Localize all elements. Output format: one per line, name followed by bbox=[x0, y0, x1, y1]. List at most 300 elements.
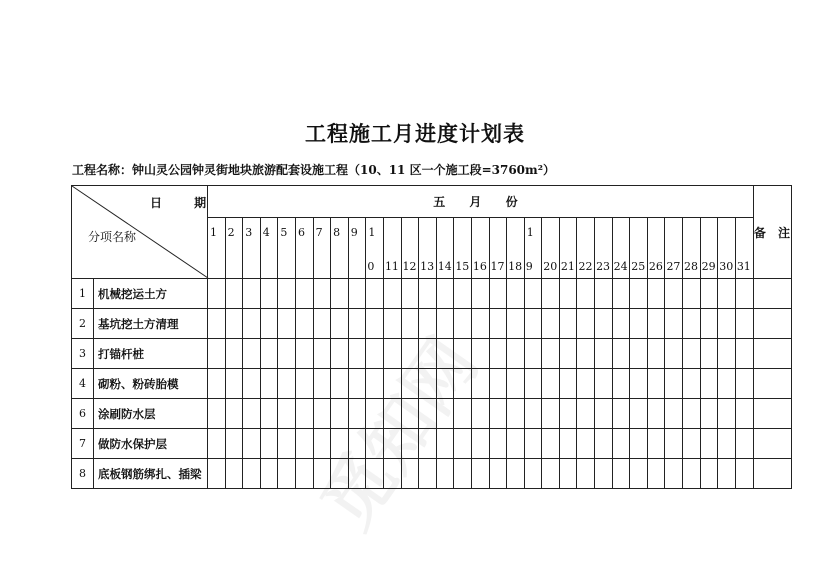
schedule-cell bbox=[542, 399, 560, 429]
schedule-cell bbox=[612, 369, 630, 399]
schedule-cell bbox=[524, 279, 542, 309]
schedule-cell bbox=[524, 309, 542, 339]
schedule-cell bbox=[419, 279, 437, 309]
schedule-cell bbox=[278, 339, 296, 369]
schedule-cell bbox=[260, 279, 278, 309]
schedule-cell bbox=[454, 369, 472, 399]
day-header bbox=[295, 218, 313, 279]
schedule-cell bbox=[718, 309, 736, 339]
schedule-cell bbox=[383, 459, 401, 489]
schedule-cell bbox=[383, 399, 401, 429]
day-number-bottom: 14 bbox=[437, 260, 452, 273]
schedule-cell bbox=[507, 399, 525, 429]
day-header bbox=[366, 218, 384, 279]
schedule-cell bbox=[577, 279, 595, 309]
schedule-cell bbox=[366, 399, 384, 429]
schedule-cell bbox=[331, 399, 349, 429]
schedule-cell bbox=[559, 399, 577, 429]
schedule-cell bbox=[401, 339, 419, 369]
schedule-cell bbox=[665, 429, 683, 459]
table-row bbox=[72, 459, 792, 489]
day-header bbox=[542, 218, 560, 279]
schedule-cell bbox=[700, 369, 718, 399]
schedule-cell bbox=[524, 339, 542, 369]
day-number-bottom: 17 bbox=[490, 260, 505, 273]
schedule-cell bbox=[313, 369, 331, 399]
schedule-cell bbox=[683, 339, 701, 369]
schedule-cell bbox=[348, 309, 366, 339]
day-header bbox=[700, 218, 718, 279]
schedule-cell bbox=[471, 339, 489, 369]
schedule-cell bbox=[225, 309, 243, 339]
task-name: 机械挖运土方 bbox=[94, 279, 208, 309]
schedule-cell bbox=[489, 369, 507, 399]
schedule-cell bbox=[419, 369, 437, 399]
schedule-cell bbox=[348, 339, 366, 369]
schedule-cell bbox=[454, 279, 472, 309]
schedule-cell bbox=[225, 279, 243, 309]
day-number-bottom: 13 bbox=[420, 260, 435, 273]
schedule-cell bbox=[489, 309, 507, 339]
schedule-cell bbox=[295, 399, 313, 429]
schedule-cell bbox=[454, 339, 472, 369]
schedule-cell bbox=[278, 429, 296, 459]
page-title: 工程施工月进度计划表 bbox=[305, 121, 525, 146]
schedule-cell bbox=[630, 369, 648, 399]
schedule-cell bbox=[436, 369, 454, 399]
task-number: 1 bbox=[72, 279, 94, 309]
schedule-cell bbox=[647, 279, 665, 309]
schedule-cell bbox=[243, 369, 261, 399]
day-number-bottom: 23 bbox=[596, 260, 611, 273]
schedule-cell bbox=[419, 339, 437, 369]
day-number-bottom: 26 bbox=[648, 260, 663, 273]
schedule-cell bbox=[331, 369, 349, 399]
schedule-cell bbox=[208, 459, 226, 489]
task-name: 涂刷防水层 bbox=[94, 399, 208, 429]
schedule-cell bbox=[507, 279, 525, 309]
schedule-cell bbox=[366, 459, 384, 489]
remarks-header: 备 注 bbox=[753, 186, 791, 279]
day-number-bottom: 27 bbox=[666, 260, 681, 273]
day-number-top: 1 bbox=[368, 226, 376, 239]
schedule-cell bbox=[577, 339, 595, 369]
schedule-cell bbox=[260, 399, 278, 429]
schedule-cell bbox=[595, 369, 613, 399]
schedule-cell bbox=[295, 279, 313, 309]
day-header bbox=[331, 218, 349, 279]
schedule-cell bbox=[683, 459, 701, 489]
day-header bbox=[383, 218, 401, 279]
schedule-cell bbox=[647, 369, 665, 399]
schedule-cell bbox=[595, 429, 613, 459]
schedule-cell bbox=[313, 309, 331, 339]
day-number-bottom: 29 bbox=[701, 260, 716, 273]
day-header bbox=[683, 218, 701, 279]
schedule-cell bbox=[577, 429, 595, 459]
task-name: 底板钢筋绑扎、插梁 bbox=[94, 459, 208, 489]
day-number-top: 6 bbox=[297, 226, 305, 239]
schedule-cell bbox=[665, 459, 683, 489]
schedule-cell bbox=[260, 459, 278, 489]
schedule-cell bbox=[700, 339, 718, 369]
schedule-cell bbox=[348, 399, 366, 429]
schedule-cell bbox=[718, 369, 736, 399]
schedule-cell bbox=[683, 429, 701, 459]
schedule-cell bbox=[348, 459, 366, 489]
schedule-cell bbox=[208, 429, 226, 459]
schedule-cell bbox=[366, 369, 384, 399]
schedule-cell bbox=[401, 279, 419, 309]
schedule-cell bbox=[295, 459, 313, 489]
schedule-cell bbox=[507, 339, 525, 369]
task-number: 6 bbox=[72, 399, 94, 429]
schedule-cell bbox=[419, 429, 437, 459]
schedule-cell bbox=[295, 369, 313, 399]
schedule-cell bbox=[595, 309, 613, 339]
schedule-cell bbox=[208, 279, 226, 309]
schedule-cell bbox=[524, 459, 542, 489]
schedule-cell bbox=[348, 429, 366, 459]
schedule-cell bbox=[331, 459, 349, 489]
schedule-cell bbox=[348, 279, 366, 309]
task-name: 做防水保护层 bbox=[94, 429, 208, 459]
day-header bbox=[507, 218, 525, 279]
day-header bbox=[559, 218, 577, 279]
schedule-cell bbox=[383, 429, 401, 459]
day-header bbox=[208, 218, 226, 279]
schedule-cell bbox=[313, 279, 331, 309]
schedule-cell bbox=[559, 279, 577, 309]
schedule-cell bbox=[383, 369, 401, 399]
schedule-cell bbox=[471, 369, 489, 399]
schedule-cell bbox=[735, 459, 753, 489]
schedule-cell bbox=[630, 309, 648, 339]
schedule-cell bbox=[665, 369, 683, 399]
schedule-cell bbox=[542, 459, 560, 489]
schedule-cell bbox=[278, 459, 296, 489]
schedule-cell bbox=[559, 459, 577, 489]
schedule-cell bbox=[700, 399, 718, 429]
schedule-cell bbox=[278, 399, 296, 429]
task-number: 4 bbox=[72, 369, 94, 399]
schedule-cell bbox=[454, 399, 472, 429]
schedule-cell bbox=[718, 399, 736, 429]
day-number-bottom: 25 bbox=[631, 260, 646, 273]
schedule-cell bbox=[313, 429, 331, 459]
task-number: 7 bbox=[72, 429, 94, 459]
day-number-top: 8 bbox=[333, 226, 341, 239]
day-header bbox=[348, 218, 366, 279]
schedule-cell bbox=[595, 459, 613, 489]
schedule-cell bbox=[507, 309, 525, 339]
schedule-cell bbox=[735, 279, 753, 309]
day-header bbox=[471, 218, 489, 279]
day-number-bottom: 24 bbox=[613, 260, 628, 273]
day-number-bottom: 15 bbox=[455, 260, 470, 273]
task-number: 3 bbox=[72, 339, 94, 369]
schedule-cell bbox=[665, 339, 683, 369]
schedule-cell bbox=[243, 429, 261, 459]
day-header bbox=[595, 218, 613, 279]
schedule-cell bbox=[700, 279, 718, 309]
schedule-cell bbox=[595, 339, 613, 369]
day-header bbox=[630, 218, 648, 279]
schedule-cell bbox=[383, 279, 401, 309]
schedule-cell bbox=[683, 309, 701, 339]
schedule-cell bbox=[507, 429, 525, 459]
task-number: 8 bbox=[72, 459, 94, 489]
schedule-cell bbox=[577, 309, 595, 339]
schedule-cell bbox=[524, 429, 542, 459]
schedule-cell bbox=[559, 339, 577, 369]
schedule-cell bbox=[295, 339, 313, 369]
schedule-cell bbox=[225, 429, 243, 459]
day-header bbox=[489, 218, 507, 279]
schedule-cell bbox=[208, 309, 226, 339]
schedule-cell bbox=[718, 459, 736, 489]
schedule-cell bbox=[278, 369, 296, 399]
schedule-cell bbox=[612, 459, 630, 489]
day-number-bottom: 16 bbox=[472, 260, 487, 273]
schedule-cell bbox=[366, 339, 384, 369]
schedule-cell bbox=[700, 309, 718, 339]
schedule-cell bbox=[348, 369, 366, 399]
schedule-cell bbox=[489, 279, 507, 309]
day-header bbox=[401, 218, 419, 279]
schedule-cell bbox=[471, 399, 489, 429]
schedule-cell bbox=[489, 399, 507, 429]
schedule-cell bbox=[225, 369, 243, 399]
schedule-cell bbox=[612, 429, 630, 459]
schedule-cell bbox=[331, 339, 349, 369]
schedule-cell bbox=[243, 309, 261, 339]
day-header bbox=[419, 218, 437, 279]
schedule-cell bbox=[612, 339, 630, 369]
schedule-cell bbox=[489, 429, 507, 459]
schedule-cell bbox=[366, 429, 384, 459]
day-number-bottom: 20 bbox=[543, 260, 558, 273]
remarks-cell bbox=[753, 309, 791, 339]
schedule-cell bbox=[559, 429, 577, 459]
schedule-cell bbox=[630, 279, 648, 309]
schedule-cell bbox=[577, 369, 595, 399]
schedule-cell bbox=[559, 369, 577, 399]
day-number-top: 1 bbox=[526, 226, 534, 239]
remarks-cell bbox=[753, 459, 791, 489]
schedule-cell bbox=[735, 429, 753, 459]
schedule-cell bbox=[295, 309, 313, 339]
remarks-cell bbox=[753, 339, 791, 369]
schedule-cell bbox=[507, 459, 525, 489]
schedule-cell bbox=[630, 429, 648, 459]
day-number-bottom: 30 bbox=[719, 260, 734, 273]
day-header bbox=[735, 218, 753, 279]
schedule-cell bbox=[208, 339, 226, 369]
day-header bbox=[718, 218, 736, 279]
remarks-cell bbox=[753, 369, 791, 399]
day-number-bottom: 18 bbox=[508, 260, 523, 273]
schedule-cell bbox=[260, 369, 278, 399]
schedule-cell bbox=[735, 309, 753, 339]
schedule-cell bbox=[612, 399, 630, 429]
schedule-cell bbox=[630, 459, 648, 489]
schedule-cell bbox=[471, 429, 489, 459]
schedule-cell bbox=[577, 399, 595, 429]
schedule-cell bbox=[260, 309, 278, 339]
schedule-cell bbox=[454, 459, 472, 489]
schedule-cell bbox=[665, 279, 683, 309]
schedule-cell bbox=[295, 429, 313, 459]
schedule-cell bbox=[366, 309, 384, 339]
day-header bbox=[577, 218, 595, 279]
task-name: 打锚杆桩 bbox=[94, 339, 208, 369]
schedule-cell bbox=[542, 369, 560, 399]
schedule-cell bbox=[665, 399, 683, 429]
remarks-cell bbox=[753, 429, 791, 459]
day-header bbox=[612, 218, 630, 279]
schedule-cell bbox=[612, 279, 630, 309]
schedule-cell bbox=[577, 459, 595, 489]
schedule-cell bbox=[718, 279, 736, 309]
day-number-bottom: 22 bbox=[578, 260, 593, 273]
schedule-cell bbox=[401, 459, 419, 489]
schedule-cell bbox=[260, 429, 278, 459]
schedule-cell bbox=[542, 429, 560, 459]
schedule-cell bbox=[718, 339, 736, 369]
schedule-cell bbox=[401, 399, 419, 429]
schedule-cell bbox=[436, 429, 454, 459]
task-number: 2 bbox=[72, 309, 94, 339]
schedule-cell bbox=[225, 339, 243, 369]
day-header bbox=[524, 218, 542, 279]
schedule-cell bbox=[454, 429, 472, 459]
schedule-cell bbox=[419, 309, 437, 339]
schedule-cell bbox=[647, 339, 665, 369]
table-row bbox=[72, 399, 792, 429]
table-row bbox=[72, 369, 792, 399]
schedule-cell bbox=[436, 339, 454, 369]
schedule-cell bbox=[683, 279, 701, 309]
item-header: 分项名称 bbox=[88, 230, 137, 244]
schedule-cell bbox=[542, 279, 560, 309]
schedule-cell bbox=[471, 459, 489, 489]
schedule-cell bbox=[542, 309, 560, 339]
day-header bbox=[225, 218, 243, 279]
schedule-cell bbox=[401, 369, 419, 399]
schedule-cell bbox=[313, 399, 331, 429]
day-number-top: 2 bbox=[227, 226, 235, 239]
schedule-cell bbox=[436, 459, 454, 489]
schedule-cell bbox=[401, 309, 419, 339]
schedule-cell bbox=[313, 459, 331, 489]
day-number-top: 7 bbox=[315, 226, 323, 239]
schedule-cell bbox=[436, 279, 454, 309]
schedule-cell bbox=[489, 339, 507, 369]
schedule-cell bbox=[665, 309, 683, 339]
schedule-cell bbox=[735, 399, 753, 429]
watermark: 觅知网 bbox=[305, 324, 494, 544]
schedule-cell bbox=[331, 309, 349, 339]
schedule-cell bbox=[683, 399, 701, 429]
schedule-cell bbox=[313, 339, 331, 369]
schedule-cell bbox=[436, 399, 454, 429]
day-header bbox=[260, 218, 278, 279]
schedule-cell bbox=[243, 399, 261, 429]
day-header bbox=[454, 218, 472, 279]
schedule-cell bbox=[383, 309, 401, 339]
schedule-cell bbox=[383, 339, 401, 369]
schedule-cell bbox=[471, 279, 489, 309]
day-header bbox=[278, 218, 296, 279]
schedule-cell bbox=[683, 369, 701, 399]
header-corner-cell bbox=[72, 186, 221, 279]
task-name: 砌粉、粉砖胎模 bbox=[94, 369, 208, 399]
day-header bbox=[665, 218, 683, 279]
schedule-cell bbox=[647, 429, 665, 459]
schedule-cell bbox=[735, 369, 753, 399]
schedule-cell bbox=[225, 399, 243, 429]
schedule-cell bbox=[471, 309, 489, 339]
schedule-cell bbox=[700, 459, 718, 489]
schedule-cell bbox=[331, 429, 349, 459]
schedule-table bbox=[71, 185, 795, 489]
schedule-cell bbox=[454, 309, 472, 339]
day-header bbox=[313, 218, 331, 279]
schedule-cell bbox=[243, 339, 261, 369]
schedule-cell bbox=[366, 279, 384, 309]
day-number-bottom: 31 bbox=[736, 260, 751, 273]
day-number-top: 4 bbox=[262, 226, 270, 239]
day-number-bottom: 12 bbox=[402, 260, 417, 273]
schedule-cell bbox=[436, 309, 454, 339]
day-number-bottom: 21 bbox=[560, 260, 575, 273]
schedule-cell bbox=[612, 309, 630, 339]
schedule-cell bbox=[208, 399, 226, 429]
schedule-cell bbox=[331, 279, 349, 309]
schedule-cell bbox=[507, 369, 525, 399]
day-number-top: 9 bbox=[350, 226, 358, 239]
day-header bbox=[647, 218, 665, 279]
schedule-cell bbox=[647, 309, 665, 339]
schedule-cell bbox=[559, 309, 577, 339]
schedule-cell bbox=[489, 459, 507, 489]
schedule-cell bbox=[208, 369, 226, 399]
day-number-bottom: 0 bbox=[367, 260, 375, 273]
day-number-bottom: 11 bbox=[384, 260, 399, 273]
schedule-cell bbox=[718, 429, 736, 459]
schedule-cell bbox=[278, 279, 296, 309]
schedule-cell bbox=[243, 279, 261, 309]
day-header bbox=[436, 218, 454, 279]
day-number-bottom: 9 bbox=[525, 260, 533, 273]
schedule-cell bbox=[401, 429, 419, 459]
day-number-top: 5 bbox=[280, 226, 288, 239]
project-name: 工程名称：钟山灵公园钟灵街地块旅游配套设施工程（10、11 区一个施工段=3760m²） bbox=[72, 163, 555, 177]
remarks-cell bbox=[753, 279, 791, 309]
schedule-cell bbox=[630, 399, 648, 429]
schedule-cell bbox=[735, 339, 753, 369]
schedule-cell bbox=[243, 459, 261, 489]
schedule-cell bbox=[542, 339, 560, 369]
table-row bbox=[72, 429, 792, 459]
schedule-cell bbox=[419, 459, 437, 489]
schedule-cell bbox=[647, 399, 665, 429]
schedule-cell bbox=[595, 399, 613, 429]
remarks-cell bbox=[753, 399, 791, 429]
day-number-bottom: 28 bbox=[684, 260, 699, 273]
month-header: 五 月 份 bbox=[208, 186, 754, 218]
